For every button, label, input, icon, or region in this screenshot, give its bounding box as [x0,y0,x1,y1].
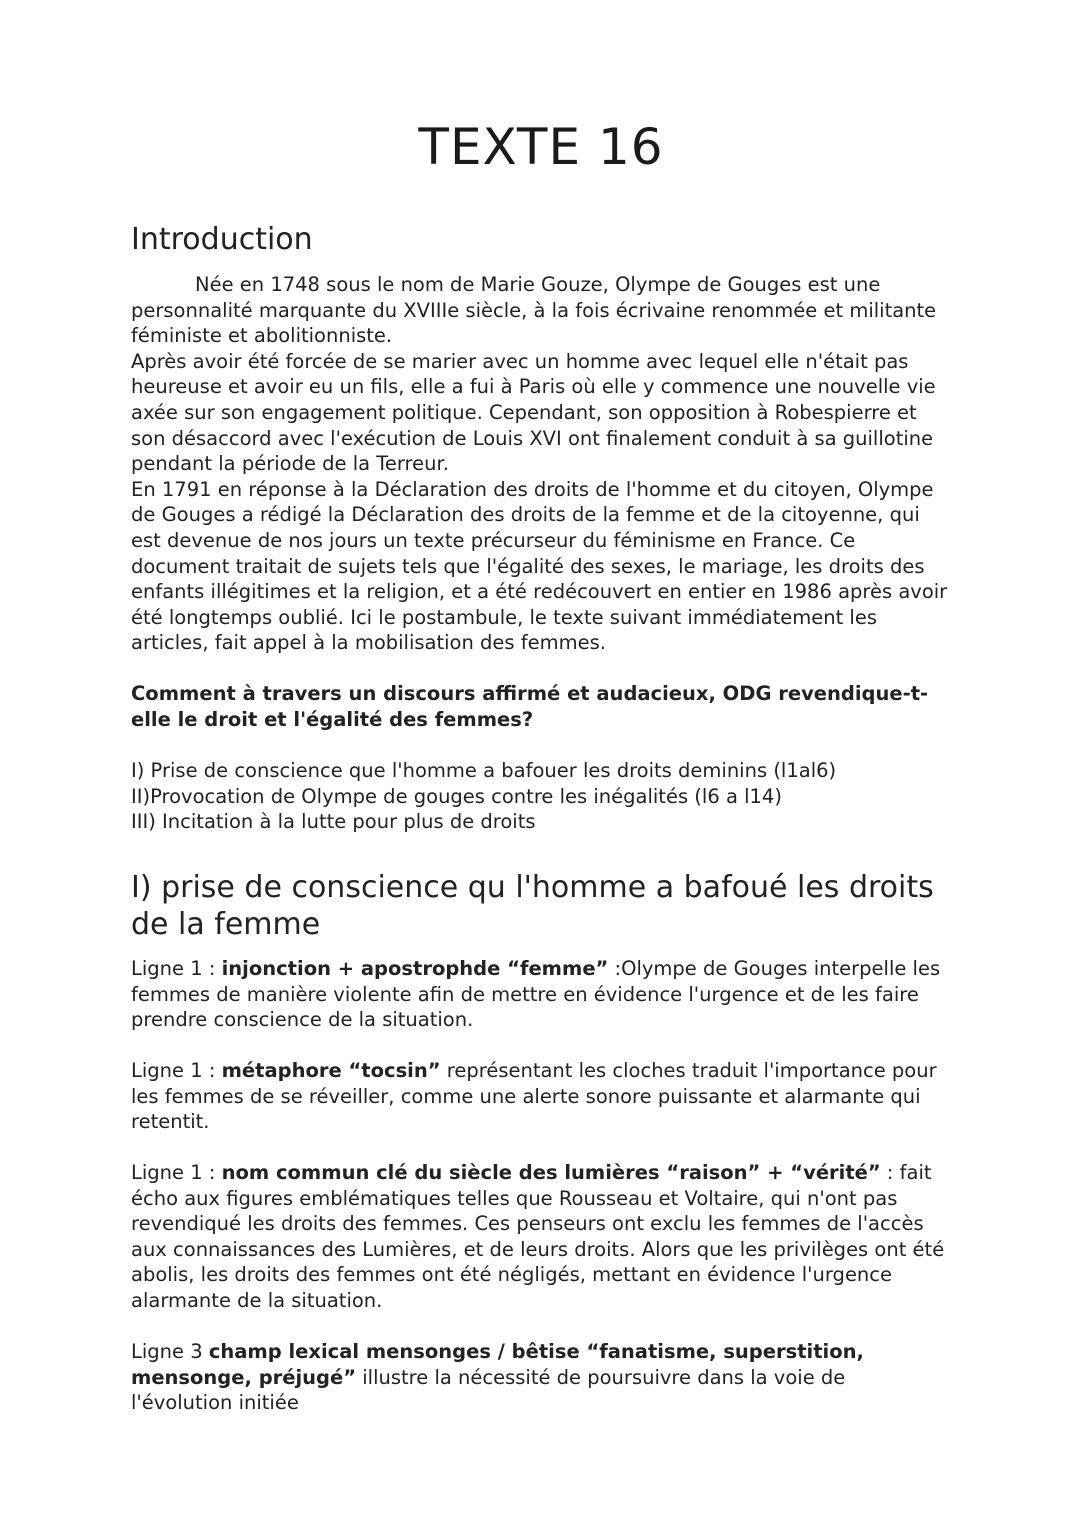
analysis-line-ref: Ligne 1 : [131,957,222,980]
analysis-line-ref: Ligne 1 : [131,1161,222,1184]
intro-paragraph-3: En 1791 en réponse à la Déclaration des droits de l'homme et du citoyen, Olympe de Gouges a rédigé la Déclaration des droits de la femme et de la citoyenne, qui est devenue de nos jours un texte précurseur du féminisme en France. Ce document traitait de sujets tels que l'égalité des sexes, le mariage, les droits des enfants illégitimes et la religion, et a été redécouvert en entier en 1986 après avoir été longtemps oublié. Ici le postambule, le texte suivant immédiatement les articles, fait appel à la mobilisation des femmes. [131,477,948,655]
analysis-text: illustre la nécessité de poursuivre dans la voie de l'évolution initiée [131,1365,846,1415]
analysis-item [131,1339,951,1416]
analysis-line-ref: Ligne 1 : [131,1059,222,1082]
section-1-heading: I) prise de conscience qu l'homme a bafoué les droits de la femme [131,870,934,942]
analysis-term: nom commun clé du siècle des lumières “raison” + “vérité” [221,1161,881,1184]
plan-list [131,758,951,835]
analysis-line-ref: Ligne 3 [131,1340,209,1363]
analysis-text: : fait écho aux figures emblématiques telles que Rousseau et Voltaire, qui n'ont pas revendiqué les droits des femmes. Ces penseurs ont exclu les femmes de l'accès aux connaissances des Lumières, et de leurs droits. Alors que les privilèges ont été abolis, les droits des femmes ont été négligés, mettant en évidence l'urgence alarmante de la situation. [131,1161,945,1312]
analysis-text: :Olympe de Gouges interpelle les femmes de manière violente afin de mettre en évidence l'urgence et de les faire prendre conscience de la situation. [131,957,941,1032]
plan-item-1: I) Prise de conscience que l'homme a bafouer les droits deminins (l1al6) [131,759,837,782]
analysis-item [131,1160,951,1314]
plan-item-3: III) Incitation à la lutte pour plus de droits [131,810,536,834]
problematique: Comment à travers un discours affirmé et audacieux, ODG revendique-t-elle le droit et l'égalité des femmes? [131,682,929,731]
introduction-body [131,272,951,656]
introduction-heading: Introduction [131,222,313,257]
analysis-term: injonction + apostrophde “femme” [221,957,609,980]
document-title: TEXTE 16 [418,118,664,176]
intro-paragraph-1: Née en 1748 sous le nom de Marie Gouze, Olympe de Gouges est une personnalité marquante du XVIIIe siècle, à la fois écrivaine renommée et militante féministe et abolitionniste. [131,273,937,348]
analysis-term: métaphore “tocsin” [221,1059,441,1082]
analysis-item [131,1058,951,1135]
analysis-item [131,956,951,1033]
analysis-text: représentant les cloches traduit l'importance pour les femmes de se réveiller, comme une alerte sonore puissante et alarmante qui retentit. [131,1059,937,1134]
intro-paragraph-2: Après avoir été forcée de se marier avec un homme avec lequel elle n'était pas heureuse et avoir eu un fils, elle a fui à Paris où elle y commence une nouvelle vie axée sur son engagement politique. Cependant, son opposition à Robespierre et son désaccord avec l'exécution de Louis XVI ont finalement conduit à sa guillotine pendant la période de la Terreur. [131,349,936,476]
plan-item-2: II)Provocation de Olympe de gouges contre les inégalités (l6 a l14) [131,784,782,808]
analysis-term: champ lexical mensonges / bêtise “fanatisme, superstition, mensonge, préjugé” [131,1340,864,1389]
